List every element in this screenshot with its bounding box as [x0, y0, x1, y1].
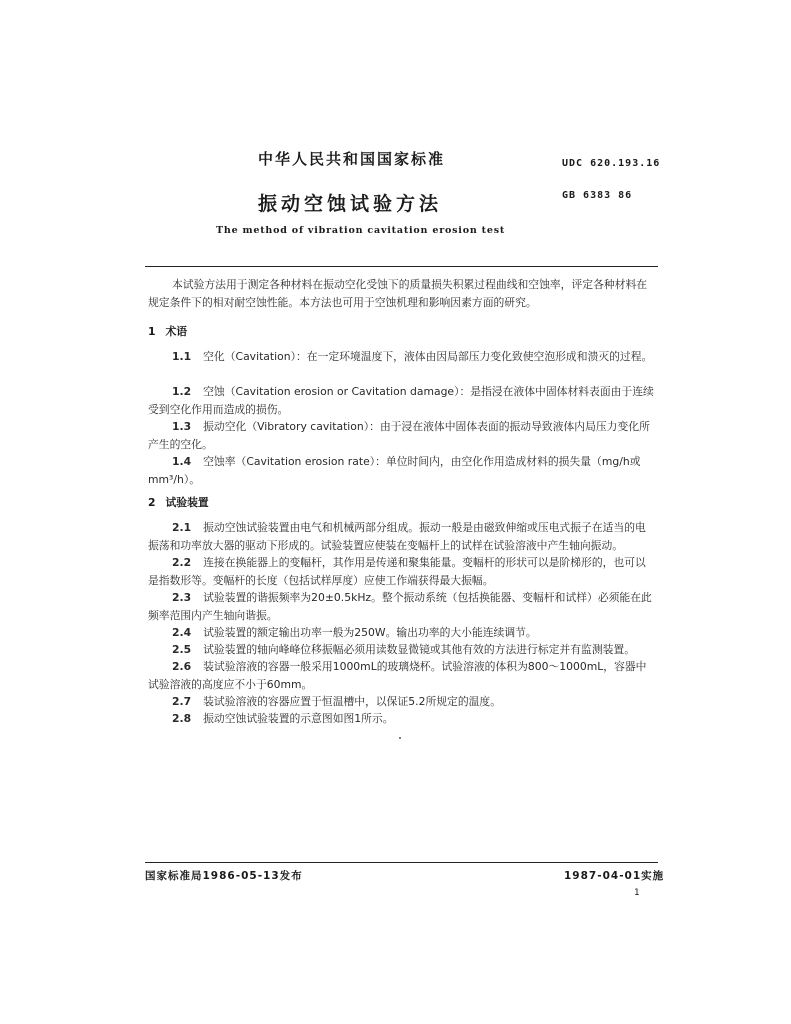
section-title: 试验装置	[165, 496, 209, 509]
clause-1-1	[148, 348, 656, 366]
clause-number: 2.4	[172, 626, 192, 639]
clause-number: 1.4	[172, 455, 192, 468]
clause-number: 2.7	[172, 695, 192, 708]
clause-text: 振动空化（Vibratory cavitation）：由于浸在液体中固体表面的振动导致液体内局压力变化所产生的空化。	[148, 420, 650, 451]
clause-text: 连接在换能器上的变幅杆，其作用是传递和聚集能量。变幅杆的形状可以是阶梯形的，也可以是指数形等。变幅杆的长度（包括试样厚度）应使工作端获得最大振幅。	[148, 556, 646, 587]
section-2-heading	[148, 495, 209, 510]
clause-text: 空蚀率（Cavitation erosion rate）：单位时间内，由空化作用造成材料的损失量（mg/h或mm³/h）。	[148, 455, 641, 486]
clause-number: 2.1	[172, 521, 192, 534]
clause-2-2	[148, 554, 656, 589]
section-number: 1	[148, 325, 156, 338]
clause-text: 振动空蚀试验装置的示意图如图1所示。	[203, 712, 394, 725]
clause-number: 2.3	[172, 591, 192, 604]
page-number: 1	[634, 888, 640, 898]
clause-number: 2.6	[172, 660, 192, 673]
section-number: 2	[148, 496, 156, 509]
section-title: 术语	[165, 325, 188, 338]
clause-text: 试验装置的额定输出功率一般为250W。输出功率的大小能连续调节。	[203, 626, 537, 639]
clause-1-4	[148, 453, 656, 488]
clause-text: 振动空蚀试验装置由电气和机械两部分组成。振动一般是由磁致伸缩或压电式振子在适当的电振荡和功率放大器的驱动下形成的。试验装置应使装在变幅杆上的试样在试验溶液中产生轴向振动。	[148, 521, 646, 552]
standard-title: 中华人民共和国国家标准	[258, 150, 446, 168]
clause-number: 2.8	[172, 712, 192, 725]
clause-2-4	[148, 624, 656, 642]
intro-paragraph: 本试验方法用于测定各种材料在振动空化受蚀下的质量损失积累过程曲线和空蚀率，评定各种材料在规定条件下的相对耐空蚀性能。本方法也可用于空蚀机理和影响因素方面的研究。	[148, 278, 648, 309]
clause-1-3	[148, 418, 656, 453]
clause-2-6	[148, 658, 656, 693]
implemented-date: 1987-04-01实施	[564, 870, 665, 882]
english-title: The method of vibration cavitation erosion test	[216, 225, 506, 236]
clause-text: 装试验溶液的容器一般采用1000mL的玻璃烧杯。试验溶液的体积为800～1000mL，容器中试验溶液的高度应不小于60mm。	[148, 660, 647, 691]
clause-2-8	[148, 710, 656, 728]
gb-number: GB 6383 86	[562, 190, 633, 201]
clause-text: 空蚀（Cavitation erosion or Cavitation damage）：是指浸在液体中固体材料表面由于连续受到空化作用而造成的损伤。	[148, 385, 654, 416]
section-1-heading	[148, 324, 187, 339]
header-divider	[145, 266, 658, 267]
clause-text: 空化（Cavitation）：在一定环境温度下，液体由因局部压力变化致使空泡形成和溃灭的过程。	[203, 350, 653, 363]
clause-2-5	[148, 641, 656, 659]
clause-text: 试验装置的谐振频率为20±0.5kHz。整个振动系统（包括换能器、变幅杆和试样）必须能在此频率范围内产生轴向谐振。	[148, 591, 652, 622]
scan-speck	[399, 737, 401, 739]
clause-2-3	[148, 589, 656, 624]
document-title: 振动空蚀试验方法	[258, 193, 443, 215]
clause-text: 试验装置的轴向峰峰位移振幅必须用读数显微镜或其他有效的方法进行标定并有监测装置。	[203, 643, 636, 656]
clause-1-2	[148, 383, 656, 418]
clause-number: 2.2	[172, 556, 192, 569]
clause-number: 1.1	[172, 350, 192, 363]
clause-number: 1.3	[172, 420, 192, 433]
footer-divider	[145, 862, 658, 863]
clause-2-1	[148, 519, 656, 554]
clause-text: 装试验溶液的容器应置于恒温槽中，以保证5.2所规定的温度。	[203, 695, 502, 708]
clause-2-7	[148, 693, 656, 711]
issued-date: 国家标准局1986-05-13发布	[145, 870, 303, 882]
udc-number: UDC 620.193.16	[562, 158, 661, 169]
clause-number: 2.5	[172, 643, 192, 656]
clause-number: 1.2	[172, 385, 192, 398]
